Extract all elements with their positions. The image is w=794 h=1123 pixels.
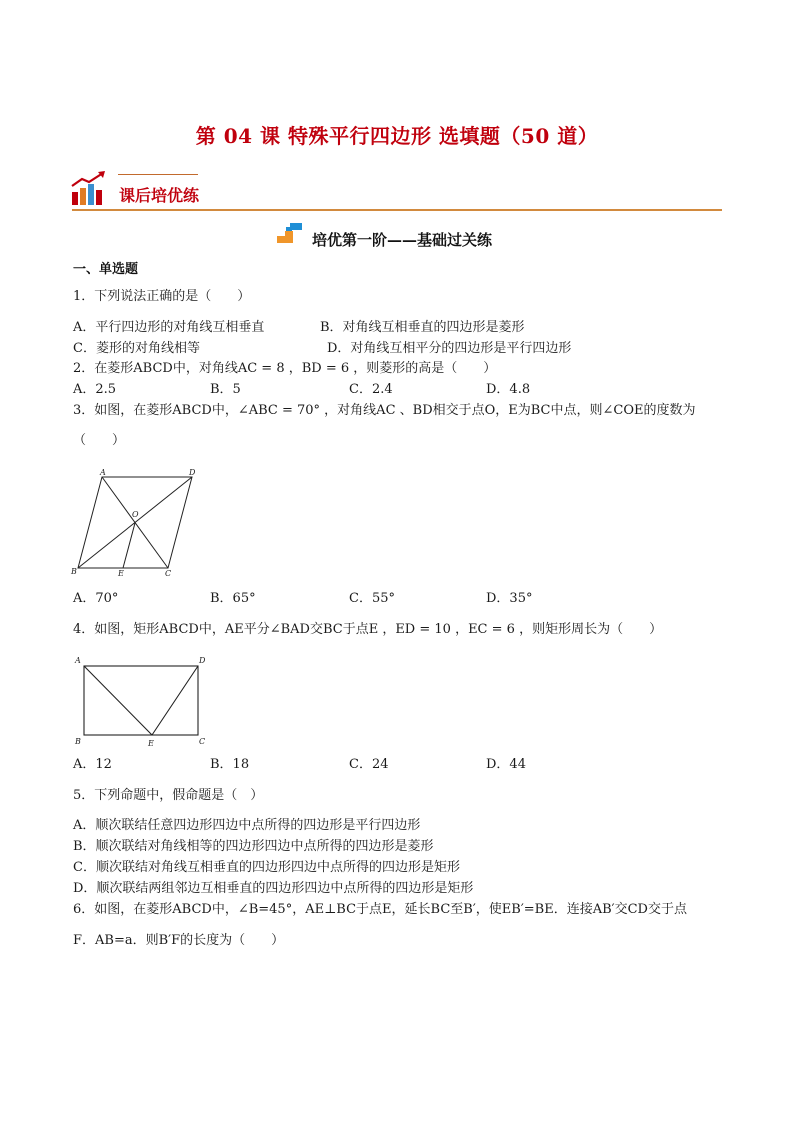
q6-stem-cont: F．AB=a．则B′F的长度为（ ） <box>73 933 285 948</box>
q2-option-a: A．2.5 <box>73 382 117 397</box>
q4-option-d: D．44 <box>486 757 526 772</box>
q4-option-a: A．12 <box>73 757 112 772</box>
stairs-icon <box>276 221 304 245</box>
q2-option-c: C．2.4 <box>349 382 393 397</box>
q3-label-o: O <box>132 510 139 519</box>
section-divider <box>72 209 722 211</box>
q3-label-e: E <box>118 569 124 578</box>
q3-label-d: D <box>189 468 196 477</box>
q3-stem-cont: （ ） <box>73 433 126 448</box>
q1-option-c: C．菱形的对角线相等 <box>73 341 200 356</box>
q5-option-b: B．顺次联结对角线相等的四边形四边中点所得的四边形是菱形 <box>73 839 434 854</box>
q3-option-d: D．35° <box>486 591 533 606</box>
q3-option-b: B．65° <box>210 591 256 606</box>
q3-label-a: A <box>100 468 106 477</box>
q4-label-e: E <box>148 739 154 748</box>
q6-stem: 6．如图，在菱形ABCD中，∠B=45°，AE⊥BC于点E，延长BC至B′，使EB′=BE．连接AB′交CD交于点 <box>73 902 687 917</box>
q4-rectangle-figure <box>70 654 215 750</box>
q1-option-b: B．对角线互相垂直的四边形是菱形 <box>320 320 525 335</box>
q5-option-a: A．顺次联结任意四边形四边中点所得的四边形是平行四边形 <box>73 818 421 833</box>
q1-stem: 1．下列说法正确的是（ ） <box>73 289 251 304</box>
stage-title: 培优第一阶——基础过关练 <box>312 231 493 249</box>
q2-option-d: D．4.8 <box>486 382 531 397</box>
q4-label-b: B <box>75 737 81 746</box>
q3-option-c: C．55° <box>349 591 395 606</box>
q2-stem: 2．在菱形ABCD中，对角线AC = 8 ，BD = 6 ，则菱形的高是（ ） <box>73 361 497 376</box>
q5-stem: 5．下列命题中，假命题是（ ） <box>73 788 264 803</box>
q1-option-d: D．对角线互相平分的四边形是平行四边形 <box>327 341 572 356</box>
q3-label-b: B <box>71 567 77 576</box>
question-type-heading: 一、单选题 <box>73 262 139 277</box>
q4-label-a: A <box>75 656 81 665</box>
q3-stem: 3．如图，在菱形ABCD中，∠ABC = 70° ，对角线AC 、BD相交于点O，E为BC中点，则∠COE的度数为 <box>73 403 696 418</box>
q3-label-c: C <box>165 569 172 578</box>
page-title: 第 04 课 特殊平行四边形 选填题（50 道） <box>195 124 599 148</box>
q5-option-c: C．顺次联结对角线互相垂直的四边形四边中点所得的四边形是矩形 <box>73 860 460 875</box>
bar-chart-arrow-icon <box>70 170 108 206</box>
q4-option-c: C．24 <box>349 757 389 772</box>
q3-option-a: A．70° <box>73 591 119 606</box>
q5-option-d: D．顺次联结两组邻边互相垂直的四边形四边中点所得的四边形是矩形 <box>73 881 474 896</box>
q3-rhombus-figure <box>66 468 206 578</box>
q1-option-a: A．平行四边形的对角线互相垂直 <box>73 320 265 335</box>
section-label: 课后培优练 <box>119 186 200 205</box>
q4-label-c: C <box>199 737 206 746</box>
q4-stem: 4．如图，矩形ABCD中，AE平分∠BAD交BC于点E ，ED = 10 ，EC = 6 ，则矩形周长为（ ） <box>73 622 663 637</box>
q4-label-d: D <box>199 656 206 665</box>
section-top-rule <box>118 174 198 175</box>
q4-option-b: B．18 <box>210 757 250 772</box>
q2-option-b: B．5 <box>210 382 241 397</box>
